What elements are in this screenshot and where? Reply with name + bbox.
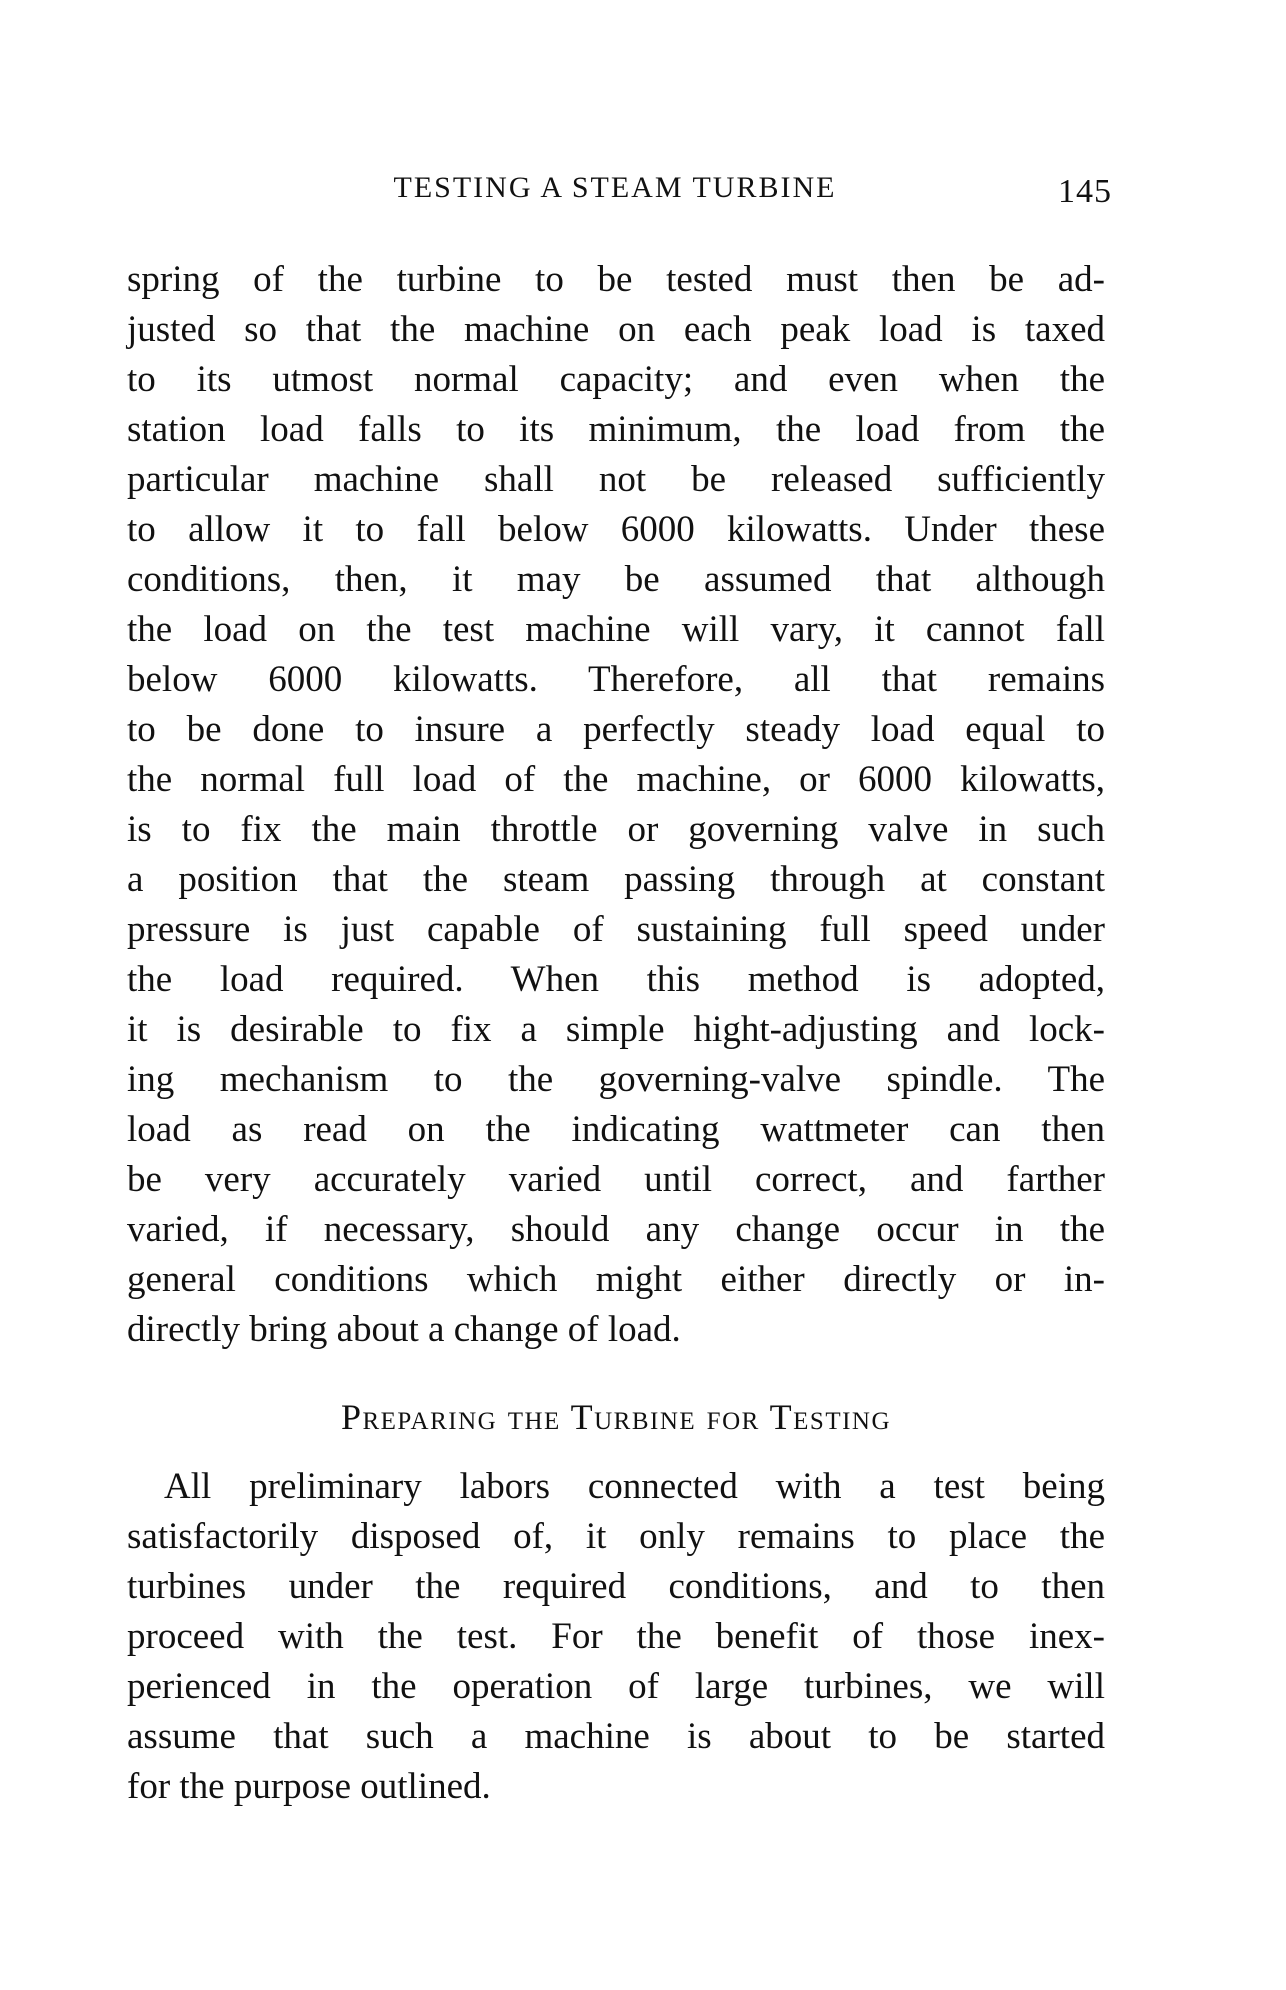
- text-line: proceed with the test. For the benefit of those inex-: [127, 1616, 1105, 1657]
- text-line: assume that such a machine is about to be started: [127, 1716, 1105, 1757]
- text-line: the normal full load of the machine, or 6000 kilowatts,: [127, 759, 1105, 800]
- text-line: spring of the turbine to be tested must then be ad-: [127, 259, 1105, 300]
- text-line: below 6000 kilowatts. Therefore, all that remains: [127, 659, 1105, 700]
- text-line: particular machine shall not be released sufficiently: [127, 459, 1105, 500]
- text-line: turbines under the required conditions, and to then: [127, 1566, 1105, 1607]
- text-line: All preliminary labors connected with a test being: [164, 1466, 1105, 1507]
- text-line: load as read on the indicating wattmeter can then: [127, 1109, 1105, 1150]
- text-line: pressure is just capable of sustaining full speed under: [127, 909, 1105, 950]
- text-line: perienced in the operation of large turbines, we will: [127, 1666, 1105, 1707]
- text-line: justed so that the machine on each peak load is taxed: [127, 309, 1105, 350]
- text-line: directly bring about a change of load.: [127, 1309, 681, 1350]
- section-heading: Preparing the Turbine for Testing: [340, 1397, 892, 1437]
- text-line: general conditions which might either directly or in-: [127, 1259, 1105, 1300]
- text-line: conditions, then, it may be assumed that although: [127, 559, 1105, 600]
- text-line: to allow it to fall below 6000 kilowatts. Under these: [127, 509, 1105, 550]
- text-line: ing mechanism to the governing-valve spindle. The: [127, 1059, 1105, 1100]
- text-line: station load falls to its minimum, the load from the: [127, 409, 1105, 450]
- paragraph-1: [127, 255, 1105, 1355]
- paragraph-2: [127, 1462, 1105, 1812]
- text-line: the load required. When this method is adopted,: [127, 959, 1105, 1000]
- text-line: is to fix the main throttle or governing valve in such: [127, 809, 1105, 850]
- text-line: a position that the steam passing through at constant: [127, 859, 1105, 900]
- page-number: 145: [1058, 173, 1112, 210]
- text-line: for the purpose outlined.: [127, 1766, 491, 1807]
- text-line: the load on the test machine will vary, it cannot fall: [127, 609, 1105, 650]
- text-line: be very accurately varied until correct, and farther: [127, 1159, 1105, 1200]
- text-line: to its utmost normal capacity; and even when the: [127, 359, 1105, 400]
- text-line: satisfactorily disposed of, it only remains to place the: [127, 1516, 1105, 1557]
- text-line: to be done to insure a perfectly steady load equal to: [127, 709, 1105, 750]
- text-line: it is desirable to fix a simple hight-adjusting and lock-: [127, 1009, 1105, 1050]
- running-head: TESTING A STEAM TURBINE: [393, 171, 837, 204]
- text-line: varied, if necessary, should any change occur in the: [127, 1209, 1105, 1250]
